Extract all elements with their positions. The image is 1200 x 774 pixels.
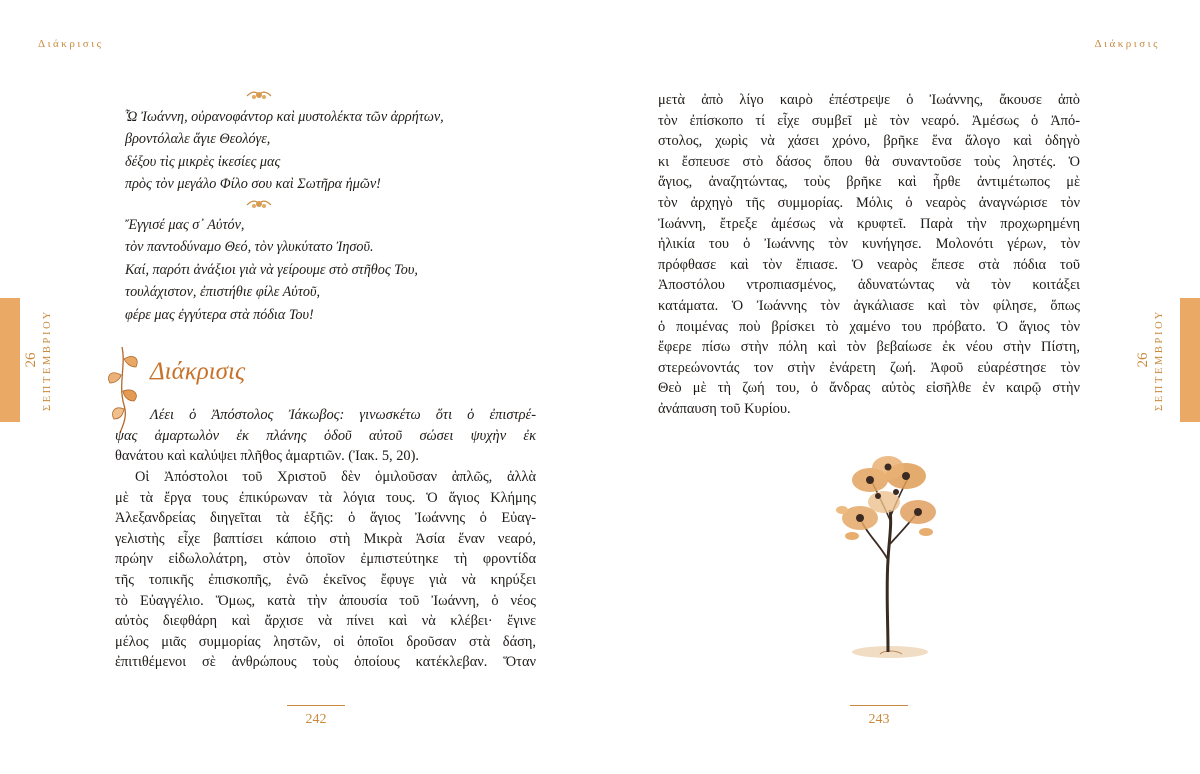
side-month: ΣΕΠΤΕΜΒΡΙΟΥ [1154,309,1165,411]
poem-stanza-2 [125,214,418,326]
body-text-left [115,467,536,673]
epigraph-line: Λέει ὁ Ἀπόστολος Ἰάκωβος: γινωσκέτω ὅτι ὁ ἐπιστρέ- [150,407,536,423]
page-number-left: 242 [305,712,327,727]
side-date-left [22,298,66,422]
running-head-right: Διάκρισις [1094,38,1160,50]
poem-line: δέξου τὶς μικρὲς ἱκεσίες μας [125,153,281,170]
text-line: πρόφθασε καὶ τὸν ἔπιασε. Ὁ νεαρὸς ἔπεσε στὰ πόδια τοῦ [658,256,1080,273]
side-date-right [1134,298,1178,422]
floral-ornament-icon [246,88,272,102]
epigraph [150,405,536,426]
epigraph-line: ψας ἁμαρτωλὸν ἐκ πλάνης ὁδοῦ αὐτοῦ σώσει ψυχὴν ἐκ [115,427,536,444]
right-page [600,0,1200,774]
text-line: τὸ Εὐαγγέλιο. Ὅμως, κατὰ τὴν ἀπουσία τοῦ Ἰωάννη, ὁ νέος [115,592,536,609]
text-line: Ἰωάννη, ἔτρεξε ἀμέσως νὰ κρυφτεῖ. Παρὰ τὴν προχωρημένη [658,215,1080,232]
text-line: ἡλικία του ὁ Ἰωάννης τὸν κυνήγησε. Μολονότι γέρων, τὸν [658,236,1080,253]
epigraph-line: θανάτου καὶ καλύψει πλῆθος ἁμαρτιῶν. (Ἰακ. 5, 20). [115,448,420,465]
text-line: τὸν ἀρχηγὸ τῆς συμμορίας. Μόλις ὁ νεαρὸς ἀναγνώρισε τὸν [658,194,1080,211]
autumn-tree-illustration [822,440,962,665]
poem-stanza-1 [125,106,444,196]
text-line: ἔφερε πίσω στὴν πόλη καὶ τὸν βεβαίωσε ἐκ νέου στὴν Πίστη, [658,339,1080,356]
page-number-right: 243 [868,712,890,727]
text-line: μετὰ ἀπὸ λίγο καιρὸ ἐπέστρεψε ὁ Ἰωάννης, ἄκουσε ἀπὸ [658,92,1080,108]
page-number-rule [287,705,345,706]
text-line: ἀνάπαυση τοῦ Κυρίου. [658,400,791,417]
text-line: αὐτὸς διεφθάρη καὶ ἄρχισε νὰ πίνει καὶ νὰ κλέβει· ἔγινε [115,613,536,630]
poem-line: βροντόλαλε ἅγιε Θεολόγε, [125,131,271,148]
text-line: ἐπιτιθέμενοι σὲ ἀνθρώπους τοὺς ὁποίους κατέκλεβαν. Ὅταν [115,654,536,671]
poem-line: τὸν παντοδύναμο Θεό, τὸν γλυκύτατο Ἰησοῦ. [125,239,374,256]
text-line: πρώην εἰδωλολάτρη, στὸν ὁποῖον ἐμπιστεύτηκε τὴ φροντίδα [115,551,536,568]
side-tab-left [0,298,20,422]
text-line: κι ἔσπευσε στὸ δάσος ὅπου θὰ συναντοῦσε τοὺς ληστές. Ὁ [658,153,1080,170]
text-line: στολος, χωρὶς νὰ χάσει χρόνο, βρῆκε ἕνα ἄλογο καὶ ὁδηγὸ [658,133,1080,150]
text-line: κατάματα. Ὁ Ἰωάννης τὸν ἀγκάλιασε καὶ τὸν φίλησε, ὅπως [658,297,1080,314]
poem-line: φέρε μας ἐγγύτερα στὰ πόδια Του! [125,306,314,323]
text-line: μὲ τὰ ἔργα τους ἐπικύρωναν τὰ λόγια τους. Ὁ ἅγιος Κλήμης [115,489,536,506]
epigraph-continued [115,426,536,467]
text-line: Οἱ Ἀπόστολοι τοῦ Χριστοῦ δὲν ὁμιλοῦσαν ἁπλῶς, ἀλλὰ [135,469,536,485]
running-head-left: Διάκρισις [38,38,104,50]
text-line: τὸν ἐπίσκοπο τί εἶχε συμβεῖ μὲ τὸν νεαρό. Ἀμέσως ὁ Ἀπό- [658,112,1080,129]
text-line: Ἀποστόλου ντροπιασμένος, ἀδυνατώντας νὰ τὸν κοιτάξει [658,277,1080,294]
poem-line: Ὦ Ἰωάννη, οὐρανοφάντορ καὶ μυστολέκτα τῶν ἀρρήτων, [125,109,444,125]
floral-ornament-icon [246,197,272,211]
poem-line: πρὸς τὸν μεγάλο Φίλο σου καὶ Σωτῆρα ἡμῶν! [125,176,381,193]
poem-line: Ἔγγισέ μας σ᾽ Αὐτόν, [125,217,245,233]
text-line: στερεώνοντάς τον στὴν ἐνάρετη ζωή. Ἀφοῦ εὐαρέστησε τὸν [658,359,1080,376]
text-line: Ἀλεξανδρείας διηγεῖται τὰ ἑξῆς: ὁ ἅγιος Ἰωάννης ὁ Εὐαγ- [115,510,536,527]
drop-cap-leaves-icon [104,345,144,435]
side-tab-right [1180,298,1200,422]
text-line: μέλος μιᾶς συμμορίας ληστῶν, οἱ ὁποῖοι δροῦσαν στὰ δάση, [115,633,536,650]
side-month: ΣΕΠΤΕΜΒΡΙΟΥ [42,309,53,411]
text-line: τῆς τοπικῆς ἐπισκοπῆς, ἐνῶ ἐκεῖνος ἔφυγε γιὰ νὰ κηρύξει [115,571,536,588]
side-day: 26 [1135,352,1151,368]
text-line: ἅγιος, ἀναζητώντας, τοὺς βρῆκε καὶ ἦρθε ἀντιμέτωπος μὲ [658,174,1080,191]
poem-line: τουλάχιστον, ἐπιστήθιε φίλε Αὐτοῦ, [125,284,321,301]
section-title: Διάκρισις [150,358,246,385]
text-line: ὁ ποιμένας ποὺ βρίσκει τὸ χαμένο του πρόβατο. Ὁ ἅγιος τὸν [658,318,1080,335]
body-text-right [658,90,1080,420]
page-number-rule [850,705,908,706]
poem-line: Καί, παρότι ἀνάξιοι γιὰ νὰ γείρουμε στὸ στῆθος Του, [125,261,418,278]
text-line: Θεὸ μὲ τὴ ζωή του, ὁ ἄνδρας αὐτὸς εἰσῆλθε ἐν καιρῷ στὴν [658,380,1080,397]
text-line: γελιστὴς εἶχε βαπτίσει κάποιο στὴ Μικρὰ Ἀσία ἕναν νεαρό, [115,530,536,547]
side-day: 26 [23,352,39,368]
